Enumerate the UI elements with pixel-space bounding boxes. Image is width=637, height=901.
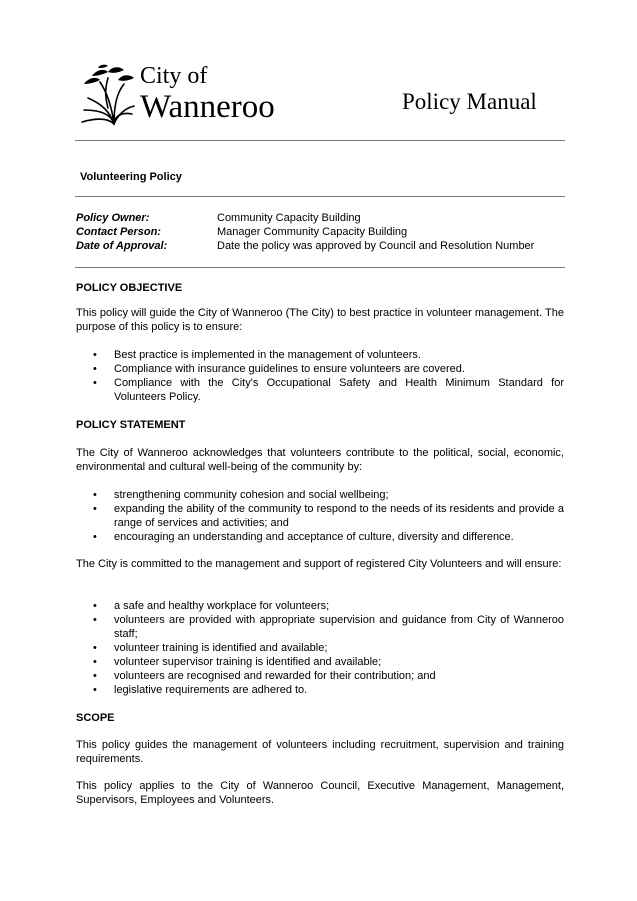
header-divider	[75, 140, 565, 141]
bullet-icon: •	[93, 614, 97, 626]
list-item-text: legislative requirements are adhered to.	[114, 684, 308, 696]
statement-intro: The City of Wanneroo acknowledges that volunteers contribute to the political, social, economic, environmental and cultural well-being of the community by:	[76, 447, 564, 473]
list-item-text: strengthening community cohesion and social wellbeing;	[114, 489, 389, 501]
bullet-icon: •	[93, 600, 97, 612]
list-item-text: Compliance with the City's Occupational Safety and Health Minimum Standard for Volunteers Policy.	[114, 377, 564, 403]
bullet-icon: •	[93, 489, 97, 501]
list-item	[76, 669, 564, 683]
statement-commitment: The City is committed to the management and support of registered City Volunteers and will ensure:	[76, 558, 562, 570]
meta-value: Manager Community Capacity Building	[217, 226, 408, 238]
list-item-text: volunteer supervisor training is identified and available;	[114, 656, 382, 668]
bullet-icon: •	[93, 503, 97, 515]
policy-manual-title: Policy Manual	[402, 89, 537, 114]
list-item-text: expanding the ability of the community to respond to the needs of its residents and provide a range of services and activities; and	[114, 503, 564, 529]
list-item	[76, 488, 564, 502]
title-divider	[75, 196, 565, 197]
statement-bullet-list-contributions	[76, 488, 564, 544]
list-item-text: encouraging an understanding and acceptance of culture, diversity and difference.	[114, 531, 514, 543]
bullet-icon: •	[93, 670, 97, 682]
bullet-icon: •	[93, 684, 97, 696]
scope-paragraph-1: This policy guides the management of volunteers including recruitment, supervision and training requirements.	[76, 739, 564, 765]
bullet-icon: •	[93, 363, 97, 375]
list-item-text: volunteer training is identified and available;	[114, 642, 328, 654]
scope-paragraph-2: This policy applies to the City of Wanneroo Council, Executive Management, Management, Supervisors, Employees and Volunteers.	[76, 780, 564, 806]
city-logo	[78, 64, 298, 130]
objective-bullet-list	[76, 348, 564, 404]
logo-line-city-of: City of	[140, 63, 208, 89]
section-heading-scope: SCOPE	[76, 712, 115, 724]
objective-intro: This policy will guide the City of Wanneroo (The City) to best practice in volunteer management. The purpose of this policy is to ensure:	[76, 307, 564, 333]
meta-value: Date the policy was approved by Council and Resolution Number	[217, 240, 535, 252]
meta-key: Contact Person:	[76, 226, 161, 238]
meta-key: Policy Owner:	[76, 212, 150, 224]
list-item-text: volunteers are recognised and rewarded for their contribution; and	[114, 670, 436, 682]
list-item	[76, 348, 564, 362]
list-item-text: a safe and healthy workplace for volunteers;	[114, 600, 330, 612]
list-item	[76, 599, 564, 613]
logo-line-wanneroo: Wanneroo	[140, 89, 275, 125]
bullet-icon: •	[93, 377, 97, 389]
metadata-divider	[75, 267, 565, 268]
list-item-text: Compliance with insurance guidelines to ensure volunteers are covered.	[114, 363, 465, 375]
bullet-icon: •	[93, 656, 97, 668]
list-item	[76, 530, 564, 544]
list-item	[76, 641, 564, 655]
list-item	[76, 683, 564, 697]
document-title: Volunteering Policy	[80, 171, 182, 183]
list-item-text: Best practice is implemented in the management of volunteers.	[114, 349, 421, 361]
bullet-icon: •	[93, 642, 97, 654]
meta-value: Community Capacity Building	[217, 212, 361, 224]
list-item	[76, 502, 564, 530]
section-heading-objective: POLICY OBJECTIVE	[76, 282, 183, 294]
list-item	[76, 376, 564, 404]
grass-tree-logo-icon	[78, 64, 136, 126]
list-item	[76, 655, 564, 669]
list-item-text: volunteers are provided with appropriate supervision and guidance from City of Wanneroo staff;	[114, 614, 564, 640]
list-item	[76, 362, 564, 376]
statement-bullet-list-commitments	[76, 599, 564, 697]
bullet-icon: •	[93, 531, 97, 543]
meta-key: Date of Approval:	[76, 240, 168, 252]
bullet-icon: •	[93, 349, 97, 361]
list-item	[76, 613, 564, 641]
section-heading-statement: POLICY STATEMENT	[76, 419, 186, 431]
